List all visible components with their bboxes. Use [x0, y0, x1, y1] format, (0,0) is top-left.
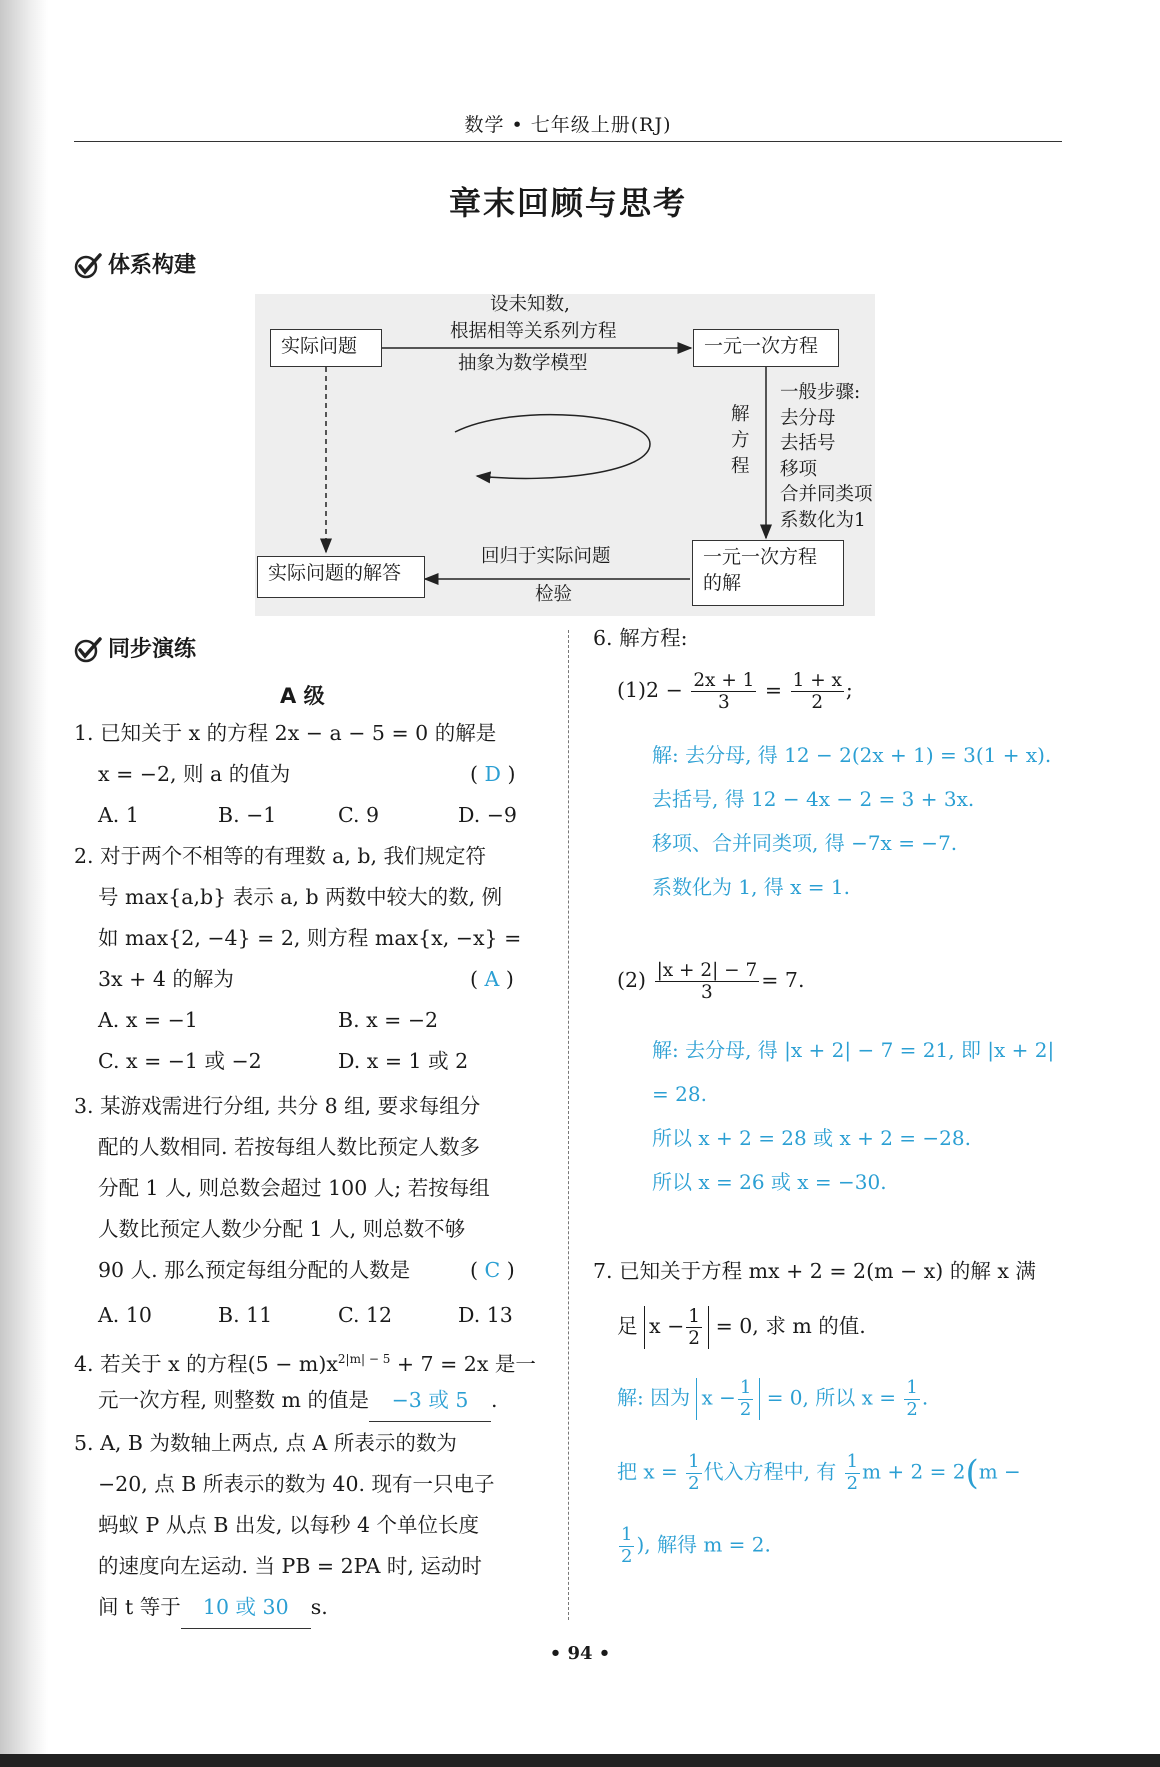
q7-s1-x: x − [701, 1385, 736, 1410]
q7-half-frac [686, 1306, 702, 1349]
q4-line1 [74, 1339, 536, 1385]
q4-answer-blank: −3 或 5 [369, 1380, 491, 1422]
q1-option-d: D. −9 [458, 803, 517, 827]
q6-part2-label: (2) [617, 968, 647, 993]
q7-solution-line1 [617, 1378, 928, 1420]
q2-line2: 号 max{a,b} 表示 a, b 两数中较大的数, 例 [98, 885, 503, 909]
q2-option-c: C. x = −1 或 −2 [98, 1049, 262, 1073]
q7-s1-half [738, 1378, 753, 1420]
header-rule [74, 141, 1062, 142]
arrow-label-3: 抽象为数学模型 [458, 353, 588, 374]
q6-part2-frac [655, 960, 760, 1003]
step-item: 系数化为1 [780, 509, 866, 531]
frac-den: 2 [846, 1472, 859, 1494]
q3-line2: 配的人数相同. 若按每组人数比预定人数多 [98, 1135, 481, 1159]
q6-s2-line4: 所以 x = 26 或 x = −30. [652, 1170, 887, 1194]
q7-abs-expression [644, 1306, 709, 1349]
q6-s2-line1: 解: 去分母, 得 |x + 2| − 7 = 21, 即 |x + 2| [652, 1038, 1055, 1062]
q1-answer-value: D [484, 762, 501, 786]
box-equation-solution [692, 540, 844, 606]
q6-part2-end: = 7. [761, 968, 805, 993]
box-real-solution: 实际问题的解答 [257, 556, 425, 598]
return-label: 回归于实际问题 [481, 546, 611, 567]
q7-line2-b: = 0, 求 m 的值. [715, 1314, 866, 1339]
q3-answer: ( C ) [470, 1258, 515, 1282]
step-item: 一般步骤: [780, 382, 861, 403]
q6-s1-line2: 去括号, 得 12 − 4x − 2 = 3 + 3x. [652, 787, 975, 811]
frac-num: 1 [906, 1377, 918, 1398]
steps-list [780, 380, 873, 533]
box-real-problem: 实际问题 [270, 329, 382, 367]
q3-option-a: A. 10 [98, 1303, 152, 1327]
q6-part1-frac1 [691, 670, 756, 713]
step-item: 去分母 [780, 407, 836, 429]
q7-s1-a: 解: 因为 [617, 1385, 691, 1410]
column-divider [568, 630, 569, 1620]
q5-line5 [98, 1587, 328, 1629]
q7-line2-a: 足 [617, 1314, 638, 1339]
frac-num: 1 [846, 1451, 859, 1472]
q5-line3: 蚂蚁 P 从点 B 出发, 以每秒 4 个单位长度 [98, 1513, 480, 1537]
q1-line1: 1. 已知关于 x 的方程 2x − a − 5 = 0 的解是 [74, 721, 497, 745]
q6-part1-frac2 [791, 670, 844, 713]
section-heading-practice [74, 632, 196, 663]
frac-den: 2 [739, 1398, 752, 1420]
q3-line4: 人数比预定人数少分配 1 人, 则总数不够 [98, 1217, 466, 1241]
q4-line2: 元一次方程, 则整数 m 的值是 −3 或 5 . [98, 1380, 498, 1422]
q4-line2-text: 元一次方程, 则整数 m 的值是 [98, 1388, 370, 1412]
frac-num: 1 [688, 1451, 700, 1472]
q5-line1: 5. A, B 为数轴上两点, 点 A 所表示的数为 [74, 1431, 457, 1455]
q7-s1-result [904, 1378, 919, 1420]
q2-option-a: A. x = −1 [98, 1008, 198, 1032]
frac-num: |x + 2| − 7 [656, 960, 758, 981]
section-heading-system [74, 248, 196, 279]
q3-option-b: B. 11 [218, 1303, 273, 1327]
frac-num: 1 [688, 1306, 701, 1327]
q5-unit: s. [310, 1595, 328, 1619]
q6-part1-end: ; [845, 678, 853, 703]
q3-option-c: C. 12 [338, 1303, 393, 1327]
arrow-label-2: 根据相等关系列方程 [450, 321, 617, 342]
q6-part1-label: (1) [617, 678, 647, 703]
q5-answer-blank: 10 或 30 [181, 1587, 311, 1629]
bottom-bar [0, 1754, 1160, 1767]
paren-open: ( [965, 1453, 979, 1494]
q7-s2-half1 [686, 1452, 701, 1494]
q6-part2-equation [617, 960, 804, 1003]
q1-option-b: B. −1 [218, 803, 277, 827]
q7-s1-abs [696, 1378, 760, 1420]
q6-part1-lhs: 2 − [646, 678, 683, 703]
q2-answer: ( A ) [470, 967, 514, 991]
checkmark-icon [74, 253, 102, 279]
q6-part1-equation [617, 670, 853, 713]
frac-den: 2 [621, 1545, 633, 1567]
step-item: 去括号 [780, 433, 836, 454]
frac-num: 1 [621, 1524, 633, 1545]
q7-s2-b: 代入方程中, 有 [703, 1459, 837, 1484]
q7-s1-b: = 0, 所以 x = [766, 1385, 896, 1410]
q1-option-c: C. 9 [338, 803, 380, 827]
running-header: 数学 • 七年级上册(RJ) [464, 114, 672, 136]
q7-s3-half [619, 1525, 634, 1567]
q7-solution-line3 [617, 1525, 771, 1567]
solve-label-3: 程 [731, 456, 750, 477]
q2-line3: 如 max{2, −4} = 2, 则方程 max{x, −x} = [98, 926, 522, 950]
q4-exponent: 2|m| − 5 [337, 1352, 391, 1366]
checkmark-icon [74, 637, 102, 663]
frac-den: 2 [811, 692, 824, 714]
q5-line4: 的速度向左运动. 当 PB = 2PA 时, 运动时 [98, 1554, 482, 1578]
verify-label: 检验 [535, 584, 573, 605]
q4-line1-b: + 7 = 2x 是一 [390, 1351, 536, 1376]
step-item: 合并同类项 [780, 484, 873, 505]
q7-s2-c: m + 2 = 2 [862, 1459, 966, 1484]
solve-label-2: 方 [731, 430, 750, 451]
q3-line3: 分配 1 人, 则总数会超过 100 人; 若按每组 [98, 1176, 490, 1200]
q4-line1-a: 4. 若关于 x 的方程(5 − m)x [74, 1351, 338, 1376]
level-label: A 级 [280, 684, 325, 708]
q7-line2 [617, 1306, 866, 1349]
chapter-title: 章末回顾与思考 [448, 184, 687, 222]
q6-s1-line4: 系数化为 1, 得 x = 1. [652, 875, 850, 899]
q5-line2: −20, 点 B 所表示的数为 40. 现有一只电子 [98, 1472, 495, 1496]
solve-label-1: 解 [731, 404, 750, 425]
q2-option-d: D. x = 1 或 2 [338, 1049, 469, 1073]
q6-s2-line2: = 28. [652, 1082, 707, 1106]
section-title-system: 体系构建 [108, 253, 197, 278]
q7-s1-c: . [921, 1385, 929, 1410]
frac-den: 2 [688, 1472, 700, 1494]
page-number: • 94 • [549, 1643, 611, 1664]
step-item: 移项 [780, 458, 818, 480]
q1-option-a: A. 1 [98, 803, 139, 827]
q7-line1: 7. 已知关于方程 mx + 2 = 2(m − x) 的解 x 满 [593, 1259, 1036, 1283]
q3-line1: 3. 某游戏需进行分组, 共分 8 组, 要求每组分 [74, 1094, 481, 1118]
q7-s2-a: 把 x = [617, 1459, 678, 1484]
box-equation-solution-line1: 一元一次方程 [703, 546, 818, 568]
frac-num: 1 [739, 1377, 752, 1398]
page-edge-shadow [0, 0, 48, 1767]
arrow-label-1: 设未知数, [490, 294, 570, 315]
frac-den: 2 [906, 1398, 918, 1420]
q3-line5: 90 人. 那么预定每组分配的人数是 [98, 1258, 411, 1282]
q7-s2-d: m − [978, 1459, 1021, 1484]
q6-s1-line3: 移项、合并同类项, 得 −7x = −7. [652, 831, 958, 855]
q7-s2-half2 [845, 1452, 860, 1494]
q2-answer-value: A [484, 967, 500, 991]
q6-part1-eq: = [764, 678, 783, 703]
q2-option-b: B. x = −2 [338, 1008, 439, 1032]
q3-answer-value: C [484, 1258, 501, 1282]
frac-den: 3 [701, 982, 713, 1004]
q7-s3-b: ), 解得 m = 2. [636, 1532, 771, 1557]
q5-line5-text: 间 t 等于 [98, 1595, 181, 1619]
q6-title: 6. 解方程: [593, 626, 688, 650]
section-title-practice: 同步演练 [108, 637, 197, 662]
box-linear-equation: 一元一次方程 [693, 329, 839, 367]
frac-den: 2 [688, 1328, 701, 1350]
q1-line2: x = −2, 则 a 的值为 [98, 762, 291, 786]
concept-diagram [255, 294, 875, 616]
box-equation-solution-line2: 的解 [703, 571, 742, 594]
q7-solution-line2 [617, 1452, 1021, 1494]
q6-s2-line3: 所以 x + 2 = 28 或 x + 2 = −28. [652, 1126, 971, 1150]
q2-line1: 2. 对于两个不相等的有理数 a, b, 我们规定符 [74, 844, 487, 868]
q6-s1-line1: 解: 去分母, 得 12 − 2(2x + 1) = 3(1 + x). [652, 743, 1052, 767]
frac-den: 3 [717, 692, 730, 714]
q7-abs-x: x − [649, 1314, 685, 1339]
q1-answer: ( D ) [470, 762, 516, 786]
frac-num: 1 + x [792, 670, 842, 691]
cycle-arrow [455, 415, 650, 479]
frac-num: 2x + 1 [693, 670, 755, 691]
q2-line4: 3x + 4 的解为 [98, 967, 234, 991]
q3-option-d: D. 13 [458, 1303, 513, 1327]
